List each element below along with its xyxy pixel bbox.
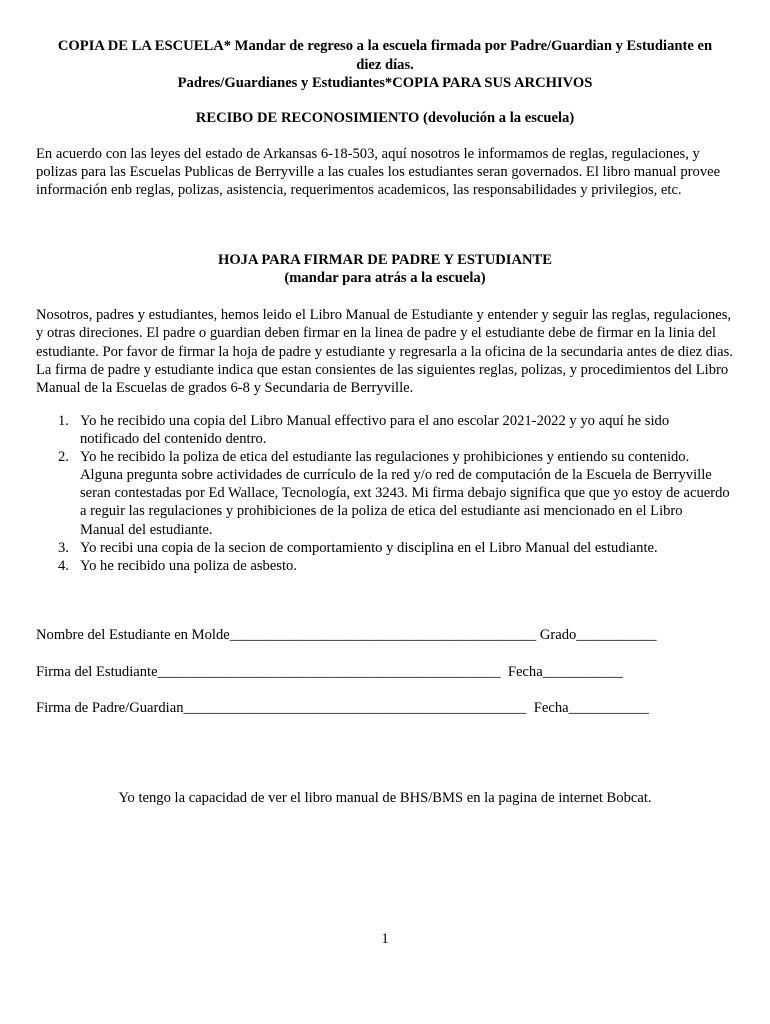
list-item-number: 1. [58, 413, 69, 429]
student-name-grade-line[interactable]: Nombre del Estudiante en Molde__________________________________________ Grado___________ [36, 627, 657, 643]
sheet-title-line-1: HOJA PARA FIRMAR DE PADRE Y ESTUDIANTE [217, 252, 553, 268]
footer-note: Yo tengo la capacidad de ver el libro manual de BHS/BMS en la pagina de internet Bobcat. [118, 790, 652, 806]
sheet-title-line-2: (mandar para atrás a la escuela) [284, 269, 486, 286]
list-item-text: Yo he recibido una copia del Libro Manual effectivo para el ano escolar 2021-2022 y yo aquí he sido notificado del contenido dentro. [80, 413, 670, 448]
intro-paragraph: En acuerdo con las leyes del estado de Arkansas 6-18-503, aquí nosotros le informamos de reglas, regulaciones, y polizas para las Escuelas Publicas de Berryville a las cuales los estudiantes seran governados. El libro manual provee información enb reglas, polizas, asistencia, requerimentos academicos, las responsabilidades y privilegios, etc. [36, 146, 721, 199]
header-line-1: COPIA DE LA ESCUELA* Mandar de regreso a la escuela firmada por Padre/Guardian y Estudiante en [57, 38, 713, 54]
list-item-number: 4. [58, 557, 69, 574]
list-item-number: 2. [58, 449, 69, 466]
list-item [0, 448, 730, 538]
receipt-title: RECIBO DE RECONOSIMIENTO (devolución a la escuela) [195, 110, 575, 126]
parent-signature-date-line[interactable]: Firma de Padre/Guardian_______________________________________________ Fecha___________ [36, 700, 649, 716]
list-item-text: Yo he recibido una poliza de asbesto. [80, 557, 297, 574]
list-item [0, 412, 730, 448]
body-paragraph: Nosotros, padres y estudiantes, hemos leido el Libro Manual de Estudiante y entender y seguir las reglas, regulaciones, y otras direciones. El padre o guardian deben firmar en la linea de padre y el estudiante debe de firmar en la linia del estudiante. Por favor de firmar la hoja de padre y estudiante y regresarla a la oficina de la secundaria antes de diez dias. La firma de padre y estudiante indica que estan consientes de las siguientes reglas, polizas, y procedimientos del Libro Manual de la Escuelas de grados 6-8 y Secundaria de Berryville. [36, 307, 733, 397]
list-item-text: Yo recibi una copia de la secion de comportamiento y disciplina en el Libro Manual del estudiante. [80, 539, 658, 556]
list-item-number: 3. [58, 539, 69, 556]
header-line-2: diez días. [356, 56, 414, 73]
list-item [0, 557, 730, 575]
page-number: 1 [381, 931, 389, 947]
list-item-text: Yo he recibido la poliza de etica del estudiante las regulaciones y prohibiciones y entiendo su contenido. Alguna pregunta sobre actividades de currículo de la red y/o red de computación de la Escuela de Berryville seran contestadas por Ed Wallace, Tecnología, ext 3243. Mi firma debajo significa que que yo estoy de acuerdo a reguir las regulaciones y prohibiciones de la poliza de etica del estudiante asi mencionado en el Libro Manual del estudiante. [80, 449, 730, 538]
student-signature-date-line[interactable]: Firma del Estudiante_______________________________________________ Fecha___________ [36, 664, 623, 680]
list-item [0, 539, 730, 557]
header [36, 37, 734, 93]
header-line-3: Padres/Guardianes y Estudiantes*COPIA PARA SUS ARCHIVOS [177, 75, 593, 91]
acknowledgement-list [0, 412, 770, 575]
signature-sheet-title [36, 252, 734, 287]
